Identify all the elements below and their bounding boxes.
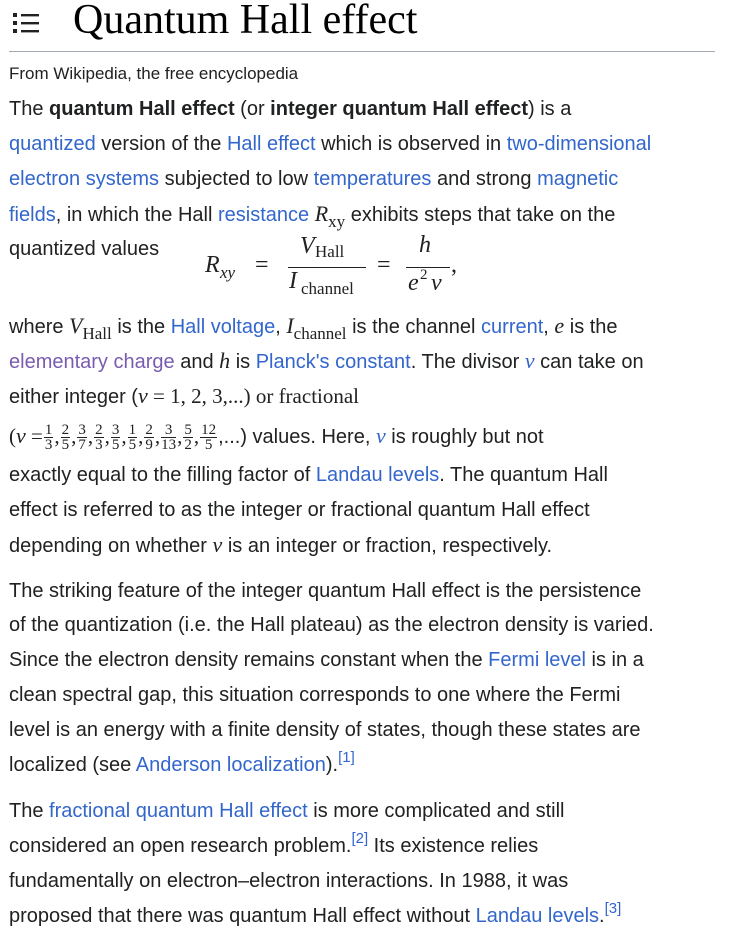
link-magnetic[interactable]: magnetic xyxy=(537,168,619,190)
fraction xyxy=(200,423,217,452)
bold-term: integer quantum Hall effect xyxy=(270,98,528,120)
p1-line-9 xyxy=(9,423,544,452)
text: where xyxy=(9,316,70,338)
formula-nu: ν xyxy=(431,270,442,296)
fraction xyxy=(161,423,176,452)
link-resistance[interactable]: resistance xyxy=(218,204,310,226)
fraction xyxy=(144,423,154,452)
fraction-denominator: 5 xyxy=(128,437,137,454)
fraction xyxy=(77,423,87,452)
text: Since the electron density remains constant when the xyxy=(9,649,489,671)
text: considered an open research problem. xyxy=(9,835,352,857)
p3-line-4 xyxy=(9,900,622,929)
link-fields[interactable]: fields xyxy=(9,204,56,226)
formula-comma: , xyxy=(451,252,457,278)
text: is the channel xyxy=(346,316,482,338)
fraction-list xyxy=(43,422,218,454)
text: can take on xyxy=(534,351,644,373)
fraction-separator: , xyxy=(71,424,77,448)
text: exactly equal to the filling factor of xyxy=(9,464,316,486)
fraction-denominator: 9 xyxy=(145,437,153,454)
text: exhibits steps that take on the xyxy=(345,204,616,226)
text: version of the xyxy=(95,133,227,155)
text: proposed that there was quantum Hall effect without xyxy=(9,905,476,927)
fraction-numerator: 2 xyxy=(61,422,70,439)
p1-line-12 xyxy=(9,532,552,559)
link-fractional-qhe[interactable]: fractional quantum Hall effect xyxy=(49,800,308,822)
text: which is observed in xyxy=(315,133,507,155)
formula-v: V xyxy=(300,233,315,259)
text: is an integer or fraction, respectively. xyxy=(222,535,553,557)
link-anderson-localization[interactable]: Anderson localization xyxy=(135,754,326,776)
text: is roughly but not xyxy=(385,426,544,448)
citation-3[interactable]: [3] xyxy=(604,900,622,917)
hall-resistance-formula xyxy=(205,232,465,302)
fraction-denominator: 13 xyxy=(161,437,177,454)
p3-line-1 xyxy=(9,798,564,824)
fraction-numerator: 3 xyxy=(111,422,120,439)
link-landau-levels-2[interactable]: Landau levels xyxy=(475,905,600,927)
text: is the xyxy=(111,316,171,338)
math-nu: ν xyxy=(212,532,223,557)
math-subscript: xy xyxy=(328,212,346,231)
link-hall-voltage[interactable]: Hall voltage xyxy=(170,316,276,338)
bold-term: quantum Hall effect xyxy=(49,98,235,120)
fraction-numerator: 3 xyxy=(161,423,176,438)
fraction-denominator: 3 xyxy=(44,437,53,454)
formula-h: h xyxy=(419,232,431,258)
tagline: From Wikipedia, the free encyclopedia xyxy=(9,64,299,83)
formula-eq1: = xyxy=(255,252,269,278)
fraction-denominator: 5 xyxy=(111,437,120,454)
formula-i: I xyxy=(289,268,297,294)
fraction-denominator: 3 xyxy=(95,437,103,454)
math-e: e xyxy=(554,313,565,338)
fraction-separator: , xyxy=(54,424,60,448)
text: is xyxy=(230,351,256,373)
text: , xyxy=(275,316,287,338)
math-h: h xyxy=(219,348,231,373)
p2-line-3 xyxy=(9,647,644,673)
text: (or xyxy=(234,98,271,120)
fraction-numerator: 1 xyxy=(44,422,53,439)
link-two-dimensional[interactable]: two-dimensional xyxy=(506,133,652,155)
text: . The divisor xyxy=(410,351,525,373)
link-current[interactable]: current xyxy=(481,316,544,338)
p2-line-1: The striking feature of the integer quantum Hall effect is the persistence xyxy=(9,580,642,602)
link-elementary-charge[interactable]: elementary charge xyxy=(9,351,175,373)
text: Its existence relies xyxy=(368,835,539,857)
citation-2[interactable]: [2] xyxy=(351,830,369,847)
fraction xyxy=(111,423,121,452)
math-subscript: channel xyxy=(293,324,347,343)
fraction-numerator: 2 xyxy=(145,422,153,439)
formula-i-sub: channel xyxy=(301,279,354,298)
text: subjected to low xyxy=(159,168,314,190)
text: The xyxy=(9,98,50,120)
fraction-numerator: 12 xyxy=(201,422,217,439)
text: and xyxy=(174,351,220,373)
formula-r-sub: xy xyxy=(220,263,236,282)
link-temperatures[interactable]: temperatures xyxy=(313,168,432,190)
fraction-denominator: 2 xyxy=(184,437,192,454)
math-text: = xyxy=(25,424,43,448)
p1-line-6 xyxy=(9,313,618,347)
p1-line-1 xyxy=(9,96,571,122)
fraction-separator: , xyxy=(121,424,127,448)
p3-line-3: fundamentally on electron–electron interactions. In 1988, it was xyxy=(9,870,569,892)
p1-line-2 xyxy=(9,131,651,157)
text: is the xyxy=(564,316,618,338)
fraction-numerator: 2 xyxy=(95,422,103,439)
fraction xyxy=(44,423,54,452)
text: is in a xyxy=(585,649,644,671)
p2-line-6 xyxy=(9,749,355,778)
table-of-contents-icon[interactable] xyxy=(12,11,40,35)
math-nu: ν xyxy=(137,383,148,408)
fraction-separator: , xyxy=(87,424,94,448)
page-header xyxy=(9,0,715,52)
math-text: = 1, 2, 3,...) or fractional xyxy=(147,384,360,408)
fraction-numerator: 1 xyxy=(128,422,137,439)
formula-v-sub: Hall xyxy=(315,242,345,261)
text: . The quantum Hall xyxy=(439,464,608,486)
fraction-separator: , xyxy=(177,424,183,448)
p2-line-4: clean spectral gap, this situation corresponds to one where the Fermi xyxy=(9,684,621,706)
p2-line-5: level is an energy with a finite density of states, though these states are xyxy=(9,719,641,741)
link-plancks-constant[interactable]: Planck's constant xyxy=(255,351,411,373)
fraction-separator: , xyxy=(138,424,144,448)
math-nu: ν xyxy=(16,423,26,448)
formula-e: e xyxy=(408,270,419,296)
formula-r: R xyxy=(205,252,220,278)
math-v-hall xyxy=(69,313,112,343)
p3-line-2 xyxy=(9,830,539,859)
formula-eq2: = xyxy=(377,252,391,278)
math-subscript: Hall xyxy=(82,324,112,343)
formula-e-sup: 2 xyxy=(420,267,428,283)
link-quantized[interactable]: quantized xyxy=(9,133,96,155)
fraction-separator: , xyxy=(193,424,200,448)
link-fermi-level[interactable]: Fermi level xyxy=(488,649,586,671)
p1-line-10 xyxy=(9,462,608,488)
text: ) is a xyxy=(527,98,572,120)
text: , in which the Hall xyxy=(55,204,218,226)
text: depending on whether xyxy=(9,535,213,557)
fraction-numerator: 5 xyxy=(184,422,192,439)
fraction xyxy=(94,423,104,452)
fraction-denominator: 5 xyxy=(204,437,213,454)
math-symbol: R xyxy=(314,201,329,226)
fraction-separator: , xyxy=(154,424,161,448)
fraction-bar xyxy=(288,267,366,268)
text: ). xyxy=(325,754,339,776)
math-text: ( xyxy=(9,424,16,448)
page-title: Quantum Hall effect xyxy=(73,0,418,43)
text: . xyxy=(599,905,605,927)
text: ,...) values. Here, xyxy=(218,426,376,448)
math-symbol: V xyxy=(69,313,83,338)
fraction-bar xyxy=(406,267,450,268)
fraction-numerator: 3 xyxy=(78,422,86,439)
text: The xyxy=(9,800,50,822)
fraction xyxy=(128,423,138,452)
p1-line-7 xyxy=(9,348,644,375)
link-electron-systems[interactable]: electron systems xyxy=(9,168,160,190)
math-rxy xyxy=(314,201,346,231)
link-landau-levels[interactable]: Landau levels xyxy=(315,464,440,486)
text: either integer ( xyxy=(9,386,138,408)
fraction-separator: , xyxy=(104,424,110,448)
math-i-channel xyxy=(286,313,347,343)
math-nu: ν xyxy=(375,423,386,448)
link-hall-effect[interactable]: Hall effect xyxy=(226,133,316,155)
fraction-denominator: 5 xyxy=(61,437,70,454)
text: quantized values xyxy=(9,238,160,260)
fraction-denominator: 7 xyxy=(78,437,86,454)
p1-line-3 xyxy=(9,166,618,192)
p1-line-11 xyxy=(9,497,590,523)
text: localized (see xyxy=(9,754,136,776)
p1-line-8 xyxy=(9,383,359,410)
fraction xyxy=(61,423,71,452)
text: and strong xyxy=(431,168,538,190)
citation-1[interactable]: [1] xyxy=(338,749,355,766)
text: , xyxy=(543,316,555,338)
text: is more complicated and still xyxy=(307,800,565,822)
fraction xyxy=(183,423,193,452)
p1-line-4 xyxy=(9,201,615,235)
p2-line-2: of the quantization (i.e. the Hall plateau) as the electron density is varied. xyxy=(9,614,654,636)
math-symbol: I xyxy=(286,313,294,338)
text: effect is referred to as the integer or fractional quantum Hall effect xyxy=(9,499,590,521)
p1-line-5 xyxy=(9,236,159,262)
math-nu: ν xyxy=(524,348,535,373)
